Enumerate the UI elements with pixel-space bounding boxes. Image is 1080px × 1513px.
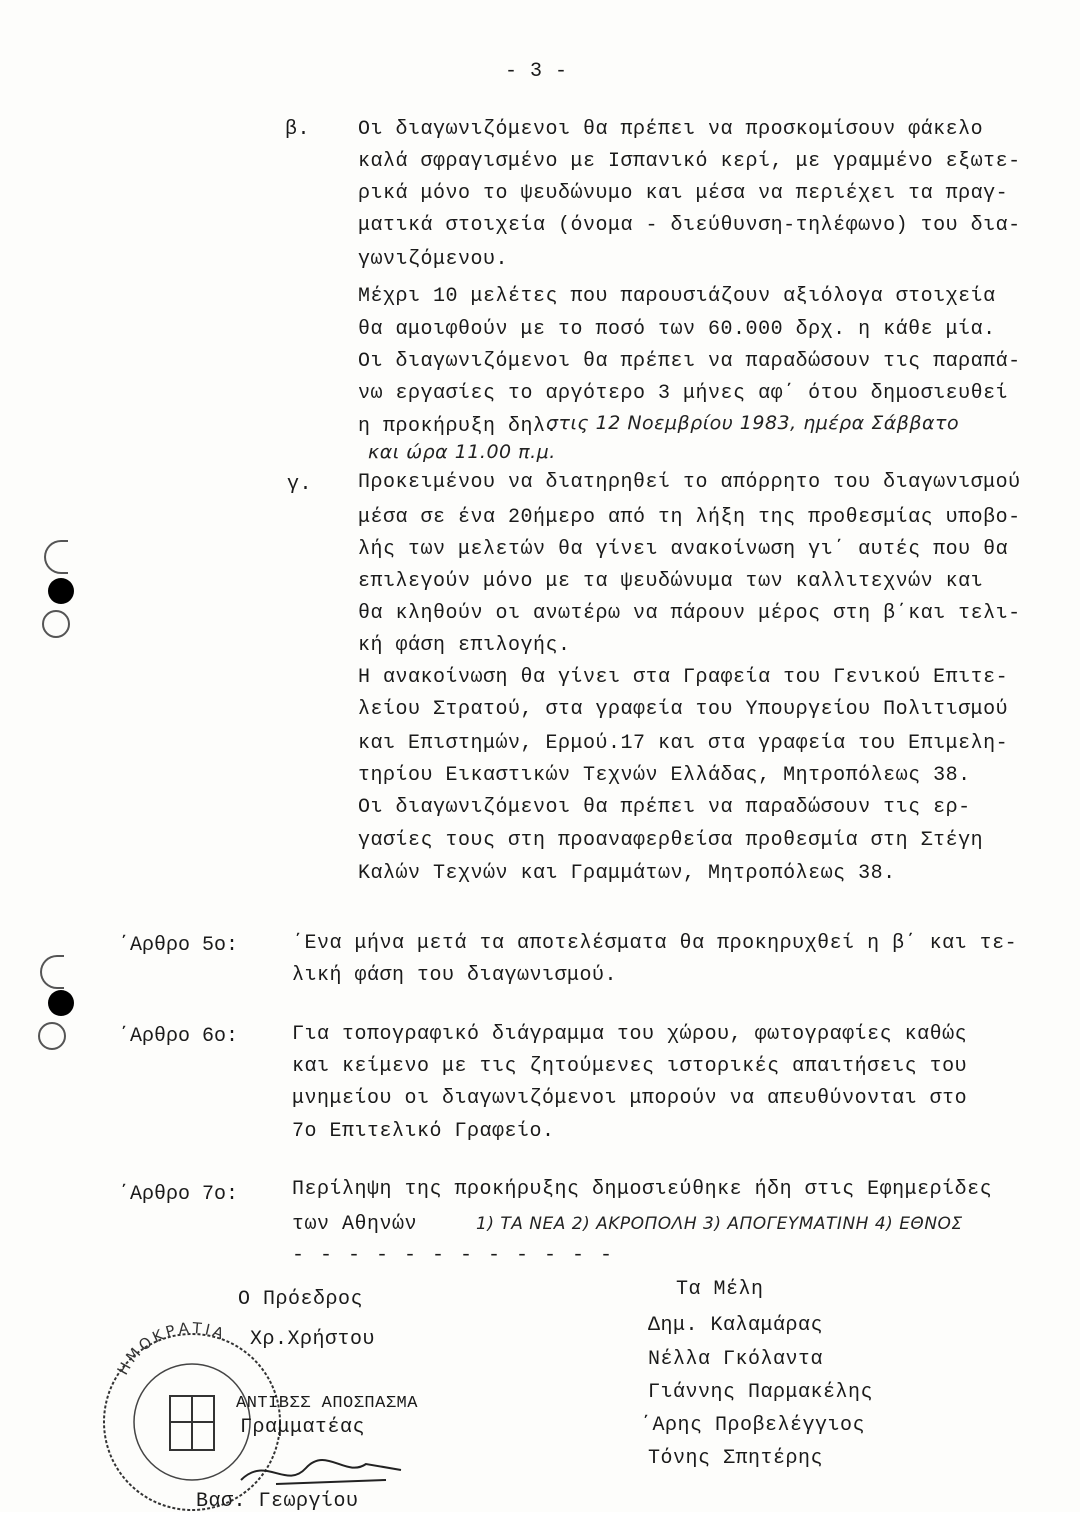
article-7-line: Περίληψη της προκήρυξης δημοσιεύθηκε ήδη στις Εφημερίδες: [292, 1178, 993, 1201]
section-b-line: νω εργασίες το αργότερο 3 μήνες αφ΄ ότου δημοσιευθεί: [358, 382, 1009, 405]
svg-text:ΗΜΟΚΡΑΤΙΑ: [114, 1322, 229, 1378]
section-b-line: Οι διαγωνιζόμενοι θα πρέπει να παραδώσουν τις παραπά-: [358, 350, 1021, 373]
section-c-line: γασίες τους στη προαναφερθείσα προθεσμία στη Στέγη: [358, 829, 984, 852]
article-7-line: των Αθηνών: [292, 1213, 418, 1236]
section-c-line: τηρίου Εικαστικών Τεχνών Ελλάδας, Μητροπόλεως 38.: [358, 764, 971, 787]
section-c-line: Η ανακοίνωση θα γίνει στα Γραφεία του Γενικού Επιτε-: [358, 666, 1009, 689]
member-name: Τόνης Σπητέρης: [648, 1447, 824, 1470]
article-6-line: Για τοπογραφικό διάγραμμα του χώρου, φωτογραφίες καθώς: [292, 1023, 968, 1046]
article-6-line: και κείμενο με τις ζητούμενες ιστορικές απαιτήσεις του: [292, 1055, 968, 1078]
section-c-line: λείου Στρατού, στα γραφεία του Υπουργείου Πολιτισμού: [358, 698, 1009, 721]
section-c-marker: γ.: [287, 473, 313, 496]
member-name: Δημ. Καλαμάρας: [648, 1314, 824, 1337]
section-b-line: Μέχρι 10 μελέτες που παρουσιάζουν αξιόλογα στοιχεία: [358, 285, 996, 308]
article-5-line: λική φάση του διαγωνισμού.: [292, 964, 618, 987]
section-c-line: Καλών Τεχνών και Γραμμάτων, Μητροπόλεως 38.: [358, 862, 896, 885]
handwritten-newspapers: 1) ΤΑ ΝΕΑ 2) ΑΚΡΟΠΟΛΗ 3) ΑΠΟΓΕΥΜΑΤΙΝΗ 4) ΕΘΝΟΣ: [476, 1214, 963, 1234]
section-c-line: και Επιστημών, Ερμού.17 και στα γραφεία του Επιμελη-: [358, 732, 1009, 755]
article-6-line: μνημείου οι διαγωνιζόμενοι μπορούν να απευθύνονται στο: [292, 1087, 968, 1110]
seal-text: ΗΜΟΚΡΑΤΙΑ: [113, 1322, 229, 1378]
members-title: Τα Μέλη: [676, 1278, 764, 1301]
article-6-label: ΄Αρθρο 6ο:: [118, 1025, 239, 1048]
article-7-label: ΄Αρθρο 7ο:: [118, 1183, 239, 1206]
secretary-name: Βασ. Γεωργίου: [196, 1490, 359, 1513]
binder-hole-arc: [40, 955, 64, 989]
section-c-line: Προκειμένου να διατηρηθεί το απόρρητο του διαγωνισμού: [358, 471, 1021, 494]
article-5-line: ΄Ενα μήνα μετά τα αποτελέσματα θα προκηρυχθεί η β΄ και τε-: [292, 932, 1018, 955]
article-5-label: ΄Αρθρο 5ο:: [118, 934, 239, 957]
binder-hole: [48, 990, 74, 1016]
binder-hole: [48, 578, 74, 604]
binder-hole-ring: [38, 1022, 66, 1050]
section-b-line: ρικά μόνο το ψευδώνυμο και μέσα να περιέχει τα πραγ-: [358, 182, 1009, 205]
section-b-line: ματικά στοιχεία (όνομα - διεύθυνση-τηλέφωνο) του δια-: [358, 214, 1021, 237]
handwritten-date: στις 12 Νοεμβρίου 1983, ημέρα Σάββατο: [546, 412, 960, 434]
section-b-line: καλά σφραγισμένο με Ισπανικό κερί, με γραμμένο εξωτε-: [358, 150, 1021, 173]
member-name: Γιάννης Παρμακέλης: [648, 1381, 874, 1404]
handwritten-time: και ώρα 11.00 π.μ.: [368, 441, 556, 463]
president-name: Χρ.Χρήστου: [250, 1328, 376, 1351]
section-b-line: Οι διαγωνιζόμενοι θα πρέπει να προσκομίσουν φάκελο: [358, 118, 984, 141]
secretary-title: Γραμματέας: [240, 1416, 366, 1439]
section-b-marker: β.: [285, 118, 311, 141]
section-c-line: μέσα σε ένα 20ήμερο από τη λήξη της προθεσμίας υποβο-: [358, 506, 1021, 529]
president-title: Ο Πρόεδρος: [238, 1288, 364, 1311]
dashed-rule: - - - - - - - - - - - -: [292, 1244, 615, 1267]
page-number: - 3 -: [505, 60, 568, 83]
member-name: Νέλλα Γκόλαντα: [648, 1348, 824, 1371]
secretary-stamp: ΑΝΤΙΒΣΣ ΑΠΟΣΠΑΣΜΑ: [236, 1394, 418, 1413]
section-c-line: λής των μελετών θα γίνει ανακοίνωση γι΄ αυτές που θα: [358, 538, 1009, 561]
member-name: ΄Αρης Προβελέγγιος: [640, 1414, 866, 1437]
section-b-line: γωνιζόμενου.: [358, 248, 509, 271]
binder-hole-ring: [42, 610, 70, 638]
section-c-line: κή φάση επιλογής.: [358, 634, 571, 657]
section-b-line: θα αμοιφθούν με το ποσό των 60.000 δρχ. η κάθε μία.: [358, 318, 996, 341]
section-b-line: η προκήρυξη δηλ.: [358, 415, 559, 438]
section-c-line: επιλεγούν μόνο με τα ψευδώνυμα των καλλιτεχνών και: [358, 570, 984, 593]
section-c-line: θα κληθούν οι ανωτέρω να πάρουν μέρος στη β΄και τελι-: [358, 602, 1021, 625]
section-c-line: Οι διαγωνιζόμενοι θα πρέπει να παραδώσουν τις ερ-: [358, 796, 971, 819]
binder-hole-arc: [44, 540, 68, 574]
article-6-line: 7ο Επιτελικό Γραφείο.: [292, 1120, 555, 1143]
